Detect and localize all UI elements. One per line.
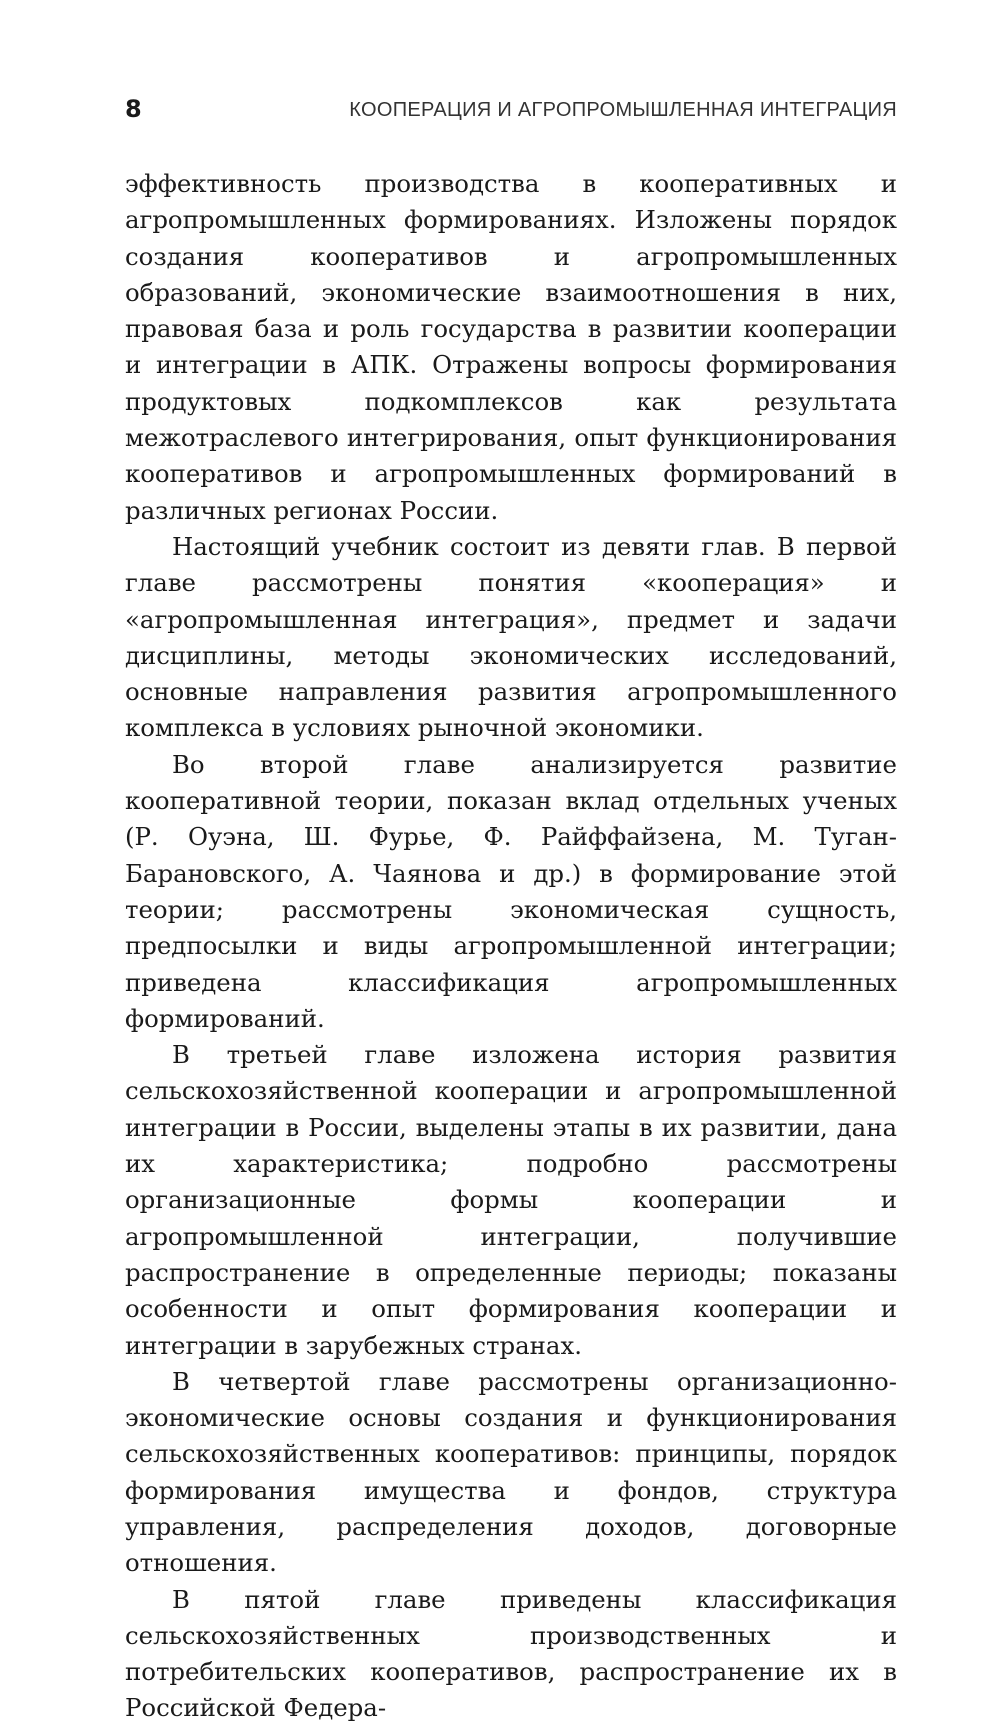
paragraph-continuation: эффективность производства в кооперативных и агропромышленных формированиях. Изложены порядок создания кооперативов и агропромышленных образований, экономические взаимоотношения в них, правовая база и роль государства в развитии кооперации и интеграции в АПК. Отражены вопросы формирования продуктовых подкомплексов как результата межотраслевого интегрирования, опыт функционирования кооперативов и агропромышленных формирований в различных регионах России. xyxy=(125,169,897,525)
running-head: КООПЕРАЦИЯ И АГРОПРОМЫШЛЕННАЯ ИНТЕГРАЦИЯ xyxy=(349,99,897,121)
paragraph: В третьей главе изложена история развития сельскохозяйственной кооперации и агропромышленной интеграции в России, выделены этапы в их развитии, дана их характеристика; подробно рассмотрены организационные формы кооперации и агропромышленной интеграции, получившие распространение в определенные периоды; показаны особенности и опыт формирования кооперации и интеграции в зарубежных странах. xyxy=(125,1040,897,1360)
paragraph: В четвертой главе рассмотрены организационно-экономические основы создания и функционирования сельскохозяйственных кооперативов: принципы, порядок формирования имущества и фондов, структура управления, распределения доходов, договорные отношения. xyxy=(125,1366,897,1578)
paragraph: Настоящий учебник состоит из девяти глав. В первой главе рассмотрены понятия «кооперация» и «агропромышленная интеграция», предмет и задачи дисциплины, методы экономических исследований, основные направления развития агропромышленного комплекса в условиях рыночной экономики. xyxy=(125,531,897,743)
paragraph: В пятой главе приведены классификация сельскохозяйственных производственных и потребительских кооперативов, распространение их в Российской Федера- xyxy=(125,1584,897,1723)
page-number: 8 xyxy=(125,95,142,123)
body-text xyxy=(125,166,897,1727)
page-header xyxy=(125,94,897,130)
paragraph: Во второй главе анализируется развитие кооперативной теории, показан вклад отдельных ученых (Р. Оуэна, Ш. Фурье, Ф. Райффайзена, М. Туган-Барановского, А. Чаянова и др.) в формирование этой теории; рассмотрены экономическая сущность, предпосылки и виды агропромышленной интеграции; приведена классификация агропромышленных формирований. xyxy=(125,749,897,1033)
